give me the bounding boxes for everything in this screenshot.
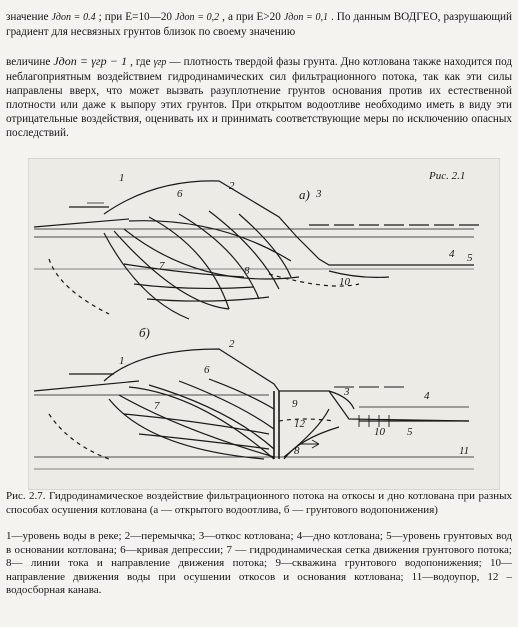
svg-text:6: 6 [177, 188, 183, 200]
p2-text-a: величине [6, 56, 51, 68]
svg-text:10: 10 [339, 276, 350, 288]
svg-text:10: 10 [374, 426, 385, 438]
equation-2: Jдоп = 0,2 [175, 12, 220, 23]
p1-text-a: значение [6, 11, 49, 23]
panel-b-label: б) [139, 325, 150, 340]
svg-text:3: 3 [344, 386, 350, 398]
figure-drawing [29, 159, 499, 489]
panel-a-label: а) [299, 187, 310, 202]
gamma-symbol: γгр [153, 57, 167, 68]
svg-text:2: 2 [229, 180, 235, 192]
equation-4: Jдоп = γгр − 1 [53, 54, 128, 68]
svg-text:12: 12 [294, 418, 305, 430]
svg-text:8: 8 [244, 265, 250, 277]
p1-text-b: ; при E=10—20 [98, 11, 173, 23]
svg-text:8: 8 [294, 445, 300, 457]
svg-text:3: 3 [316, 188, 322, 200]
figure-title: Рис. 2.1 [429, 170, 466, 182]
svg-text:9: 9 [292, 398, 298, 410]
svg-text:7: 7 [154, 400, 160, 412]
svg-text:6: 6 [204, 364, 210, 376]
svg-text:5: 5 [407, 426, 413, 438]
svg-text:5: 5 [467, 252, 473, 264]
p1-text-c: , а при E>20 [222, 11, 281, 23]
svg-text:1: 1 [119, 355, 125, 367]
p1-text-d: . По данным [330, 11, 391, 23]
svg-text:2: 2 [229, 338, 235, 350]
svg-text:4: 4 [424, 390, 430, 402]
svg-text:11: 11 [459, 445, 470, 457]
p2-text-b: , где [130, 56, 151, 68]
figure-legend: 1—уровень воды в реке; 2—перемычка; 3—откос котлована; 4—дно котлована; 5—уровень грунтовых вод в основании котлована; 6—кривая депрессии; 7 — гидродинамическая сетка движения грунтового потока; 8— линии тока и направление движения потока; 9—скважина грунтового водопонижения; 10—направление движения воды при осушении откосов и основания котлована; 11—водоупор, 12 – водосборная канава. [6, 530, 512, 597]
equation-1: Jдоп = 0.4 [51, 12, 96, 23]
figure-2-7 [28, 158, 500, 490]
svg-text:4: 4 [449, 248, 455, 260]
svg-text:1: 1 [119, 172, 125, 184]
equation-3: Jдоп = 0,1 [283, 12, 328, 23]
paragraph-2 [6, 54, 512, 140]
p1-text-e: ВОДГЕО, разрушающий градиент для несвязных грунтов близок по своему значению [6, 11, 513, 38]
svg-text:7: 7 [159, 260, 165, 272]
paragraph-1 [6, 10, 512, 39]
p2-text-c: — плотность твердой фазы грунта. Дно котлована также находится под неблагоприятным воздействием гидродинамических сил фильтрационного потока, так как эти силы направлены вверх, что может вызвать разуплотнение грунтов основания против их естественной плотности или даже к выпору этих грунтов. При открытом водоотливе необходимо иметь в виду эти отрицательные воздействия, оценивать их и принимать соответствующие меры по исключению опасных последствий. [6, 56, 513, 139]
figure-caption: Рис. 2.7. Гидродинамическое воздействие фильтрационного потока на откосы и дно котлована при разных способах осушения котлована (а — открытого водоотлива, б — грунтового водопонижения) [6, 490, 512, 516]
